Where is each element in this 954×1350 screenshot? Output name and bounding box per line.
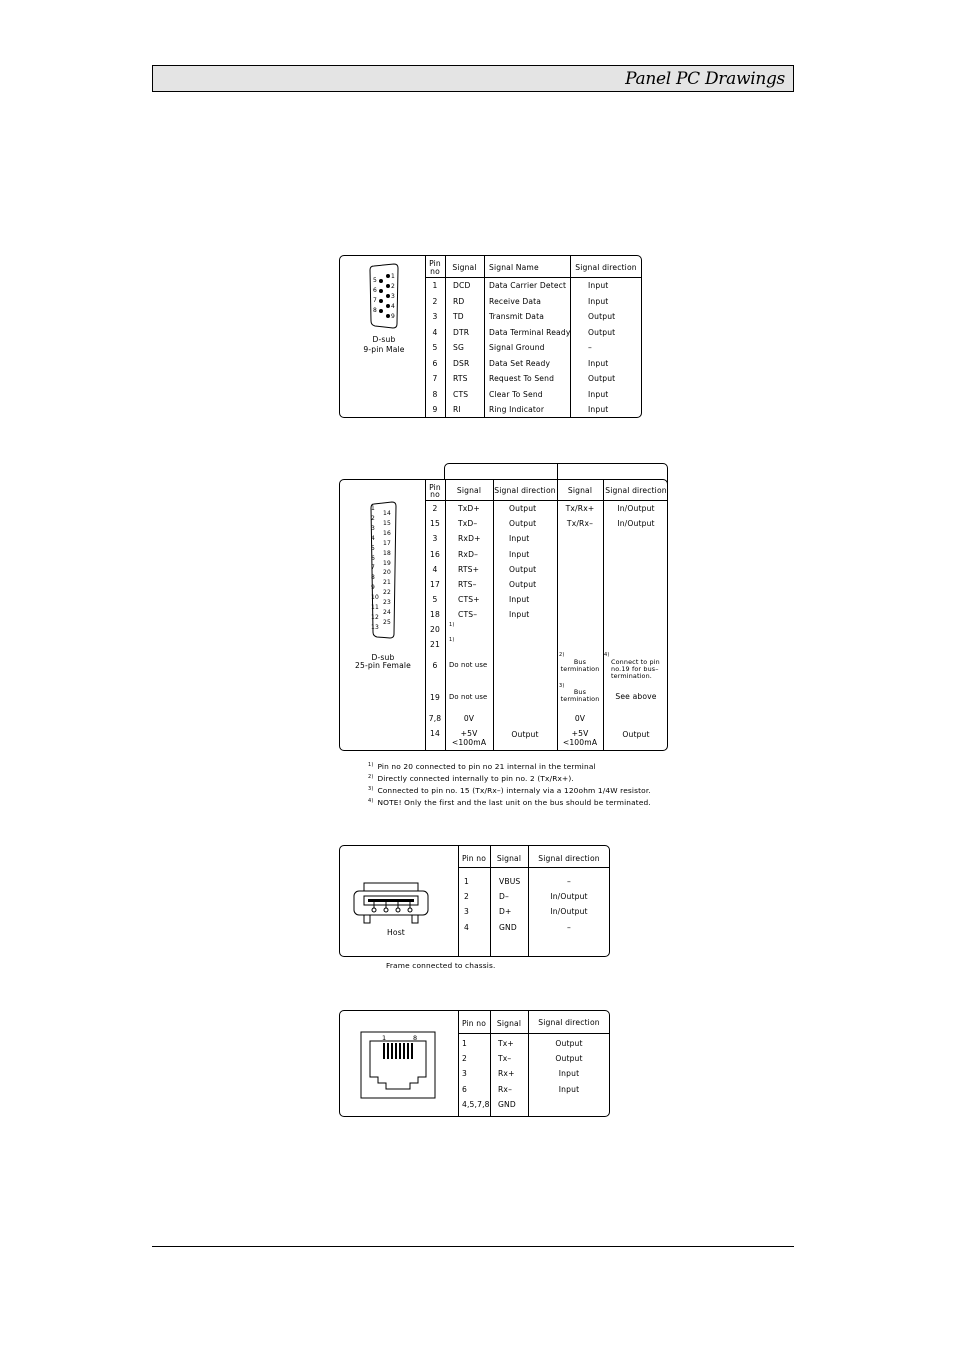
signal-name-cell: Transmit Data bbox=[489, 312, 545, 321]
footnote: $^{2)}$ Directly connected internally to pin no. 2 (Tx/Rx+). bbox=[368, 774, 574, 783]
pin-number: 18 bbox=[430, 610, 440, 620]
signal-cell: RTS– bbox=[458, 580, 477, 589]
header-signal-name: Signal Name bbox=[489, 263, 539, 272]
pin-label: 17 bbox=[383, 539, 391, 547]
pin-number: 17 bbox=[430, 580, 440, 589]
pin-label: 10 bbox=[371, 594, 379, 602]
direction-cell: Input bbox=[588, 389, 609, 399]
direction-cell: Output bbox=[509, 504, 537, 513]
signal-cell: RTS bbox=[453, 374, 468, 383]
pin-label: 8 bbox=[373, 307, 377, 314]
pin-label: 15 bbox=[383, 519, 391, 527]
pin-number: 3 bbox=[464, 907, 469, 917]
pin-label: 4 bbox=[371, 534, 375, 542]
direction-cell: Output bbox=[509, 564, 537, 574]
pin-number: 1 bbox=[462, 1039, 467, 1048]
pin-label: 20 bbox=[383, 569, 391, 577]
page-title: Panel PC Drawings bbox=[625, 69, 785, 89]
pin-number: 5 bbox=[432, 595, 438, 605]
pin-number: 4 bbox=[432, 327, 438, 337]
signal-cell: termination bbox=[560, 695, 600, 703]
direction-cell: Output bbox=[509, 519, 537, 529]
pin-label: 11 bbox=[371, 604, 379, 611]
direction-cell: Connect to pin bbox=[611, 658, 660, 666]
direction-cell: Output bbox=[509, 580, 537, 589]
pin-number: 14 bbox=[430, 729, 440, 738]
signal-cell: Do not use bbox=[449, 693, 488, 701]
connector-label: Host bbox=[387, 928, 405, 937]
header-pin: no bbox=[430, 490, 440, 499]
pin-label: 1 bbox=[391, 273, 395, 280]
header-pin: no bbox=[430, 267, 440, 276]
pin-number: 19 bbox=[430, 693, 440, 702]
pin-number: 3 bbox=[432, 534, 438, 544]
footnote: $^{3)}$ Connected to pin no. 15 (Tx/Rx–) internaly via a 120ohm 1/4W resistor. bbox=[368, 786, 651, 795]
pin-label: 22 bbox=[383, 589, 391, 597]
header-pin: Pin bbox=[429, 259, 441, 268]
pin-label: 3 bbox=[391, 293, 395, 300]
signal-cell: Tx/Rx– bbox=[566, 519, 594, 529]
signal-cell: Bus bbox=[573, 688, 587, 696]
header-signal-direction: Signal direction bbox=[575, 263, 637, 272]
signal-name-cell: Clear To Send bbox=[489, 389, 543, 399]
pin-label: 2 bbox=[371, 514, 375, 522]
direction-cell: Output bbox=[588, 312, 616, 321]
pin-number: 16 bbox=[430, 549, 440, 559]
signal-cell: 0V bbox=[574, 714, 586, 723]
signal-cell: Tx– bbox=[498, 1054, 512, 1064]
pin-number: 8 bbox=[432, 389, 438, 399]
pin-number: 4,5,7,8 bbox=[462, 1099, 490, 1109]
signal-cell: RI bbox=[453, 405, 461, 414]
pin-label: 12 bbox=[371, 613, 379, 621]
signal-cell: 0V bbox=[463, 714, 475, 723]
signal-cell: GND bbox=[499, 922, 517, 932]
direction-cell: Output bbox=[588, 327, 616, 337]
pin-number: 20 bbox=[430, 625, 440, 634]
signal-cell: VBUS bbox=[499, 877, 521, 886]
signal-name-cell: Signal Ground bbox=[489, 343, 545, 352]
direction-cell: Output bbox=[511, 730, 539, 739]
header-signal: Signal bbox=[496, 854, 522, 863]
header-signal-direction: Signal direction bbox=[538, 854, 600, 863]
signal-cell: CTS bbox=[453, 389, 469, 399]
rs422-485-table bbox=[339, 479, 668, 751]
pin-number: 2 bbox=[462, 1054, 467, 1064]
direction-cell: Input bbox=[509, 534, 530, 544]
pin-label: 16 bbox=[383, 529, 391, 537]
pin-label: 1 bbox=[371, 505, 375, 512]
signal-cell: Bus bbox=[573, 658, 587, 666]
signal-cell: RTS+ bbox=[458, 564, 480, 574]
signal-cell: DCD bbox=[453, 281, 471, 290]
header-pin: Pin no bbox=[461, 1019, 487, 1028]
pin-number: 2 bbox=[464, 892, 469, 902]
signal-cell: GND bbox=[498, 1099, 516, 1109]
pin-number: 1 bbox=[432, 281, 438, 290]
pin-label: 9 bbox=[371, 584, 375, 592]
direction-cell: Input bbox=[588, 405, 609, 414]
signal-cell: TxD– bbox=[458, 519, 478, 529]
pin-label: 18 bbox=[383, 549, 391, 557]
pin-label: 23 bbox=[383, 599, 391, 607]
pin-number: 6 bbox=[432, 661, 438, 670]
usb-table bbox=[339, 845, 610, 957]
direction-cell: Input bbox=[588, 281, 609, 290]
footnote-mark: 2) bbox=[559, 652, 565, 658]
pin-label: 5 bbox=[371, 544, 375, 552]
direction-cell: In/Output bbox=[550, 907, 588, 917]
header-signal-direction-rs485: Signal direction bbox=[605, 486, 667, 495]
pin-number: 21 bbox=[430, 640, 440, 649]
direction-cell: Input bbox=[558, 1069, 580, 1079]
footnote-mark: 1) bbox=[449, 622, 455, 628]
ethernet-table bbox=[339, 1010, 610, 1117]
pin-number: 7,8 bbox=[428, 714, 442, 723]
signal-cell: RD bbox=[453, 296, 465, 306]
pin-label: 19 bbox=[383, 559, 391, 567]
pin-label: 14 bbox=[383, 510, 391, 517]
direction-cell: Input bbox=[558, 1084, 580, 1094]
direction-cell: termination. bbox=[611, 672, 652, 680]
direction-cell: See above bbox=[615, 692, 657, 701]
direction-cell: In/Output bbox=[550, 892, 588, 902]
pin-number: 4 bbox=[432, 564, 438, 574]
pin-label: 3 bbox=[371, 524, 375, 532]
direction-cell: Input bbox=[588, 296, 609, 306]
signal-cell: D+ bbox=[499, 907, 512, 917]
footnote: $^{1)}$ Pin no 20 connected to pin no 21 internal in the terminal bbox=[368, 762, 596, 771]
direction-cell: Input bbox=[588, 358, 609, 368]
pin-label: 8 bbox=[413, 1034, 418, 1042]
header-signal: Signal bbox=[496, 1019, 522, 1028]
signal-cell: +5V bbox=[460, 729, 478, 738]
signal-cell: Rx– bbox=[498, 1084, 513, 1094]
connector-label: 25-pin Female bbox=[355, 661, 411, 670]
pin-number: 15 bbox=[430, 519, 440, 529]
signal-name-cell: Request To Send bbox=[489, 374, 555, 383]
footer-rule bbox=[152, 1246, 794, 1247]
pin-label: 2 bbox=[391, 283, 395, 290]
direction-cell: Input bbox=[509, 595, 530, 605]
direction-cell: Input bbox=[509, 549, 530, 559]
direction-cell: – bbox=[567, 877, 571, 886]
pin-label: 7 bbox=[371, 564, 375, 572]
page-header bbox=[152, 65, 794, 92]
pin-label: 9 bbox=[391, 313, 395, 320]
pin-number: 3 bbox=[432, 312, 438, 321]
header-pin: Pin bbox=[429, 483, 441, 492]
signal-name-cell: Receive Data bbox=[489, 296, 542, 306]
signal-cell: RxD– bbox=[458, 549, 479, 559]
pin-label: 7 bbox=[373, 297, 377, 304]
header-signal: Signal bbox=[452, 263, 477, 272]
signal-cell: CTS+ bbox=[458, 595, 480, 605]
footnote-mark: 3) bbox=[559, 683, 565, 689]
pin-number: 6 bbox=[462, 1084, 467, 1094]
pin-number: 2 bbox=[432, 504, 438, 513]
pin-label: 1 bbox=[382, 1034, 387, 1042]
pin-number: 3 bbox=[462, 1069, 467, 1079]
signal-cell: termination bbox=[560, 665, 600, 673]
signal-cell: TxD+ bbox=[458, 504, 480, 513]
pin-number: 4 bbox=[464, 922, 469, 932]
header-pin: Pin no bbox=[461, 854, 487, 863]
signal-cell: Tx/Rx+ bbox=[565, 504, 595, 513]
usb-note: Frame connected to chassis. bbox=[386, 961, 496, 970]
header-signal-rs485: Signal bbox=[567, 486, 593, 495]
direction-cell: In/Output bbox=[617, 504, 655, 513]
pin-number: 2 bbox=[432, 296, 438, 306]
header-signal-direction: Signal direction bbox=[494, 486, 556, 495]
signal-cell: RxD+ bbox=[458, 534, 481, 544]
signal-cell: D– bbox=[499, 892, 509, 902]
connector-label: D-sub bbox=[371, 653, 395, 662]
pin-number: 7 bbox=[432, 374, 438, 383]
pin-label: 6 bbox=[373, 287, 377, 294]
signal-cell: Rx+ bbox=[498, 1069, 515, 1079]
signal-cell: <100mA bbox=[562, 738, 598, 747]
direction-cell: – bbox=[567, 922, 571, 932]
signal-cell: <100mA bbox=[451, 738, 487, 747]
footnote-mark: 4) bbox=[604, 652, 610, 658]
header-signal: Signal bbox=[456, 486, 482, 495]
pin-number: 9 bbox=[432, 405, 438, 414]
connector-label: D-sub bbox=[372, 335, 396, 344]
signal-cell: DTR bbox=[453, 327, 470, 337]
signal-cell: TD bbox=[453, 312, 464, 321]
rs232-table bbox=[339, 255, 642, 418]
signal-cell: Do not use bbox=[449, 661, 488, 669]
pin-label: 5 bbox=[373, 277, 377, 284]
direction-cell: Output bbox=[555, 1039, 583, 1048]
direction-cell: Output bbox=[588, 374, 616, 383]
usb-connector-icon bbox=[352, 882, 432, 926]
signal-name-cell: Ring Indicator bbox=[489, 405, 545, 414]
signal-cell: CTS– bbox=[458, 610, 478, 620]
pin-number: 5 bbox=[432, 343, 438, 352]
pin-label: 6 bbox=[371, 554, 375, 562]
signal-cell: SG bbox=[453, 343, 465, 352]
signal-cell: DSR bbox=[453, 358, 470, 368]
pin-label: 21 bbox=[383, 579, 391, 587]
signal-name-cell: Data Terminal Ready bbox=[489, 327, 571, 337]
signal-name-cell: Data Set Ready bbox=[489, 358, 551, 368]
pin-label: 13 bbox=[371, 623, 379, 631]
direction-cell: no.19 for bus– bbox=[611, 665, 659, 673]
signal-cell: +5V bbox=[571, 729, 589, 738]
pin-label: 24 bbox=[383, 609, 391, 616]
direction-cell: – bbox=[588, 343, 592, 352]
signal-cell: Tx+ bbox=[498, 1039, 514, 1048]
header-signal-direction: Signal direction bbox=[538, 1018, 600, 1027]
direction-cell: Output bbox=[622, 730, 650, 739]
pin-number: 6 bbox=[432, 358, 438, 368]
pin-label: 4 bbox=[391, 303, 395, 310]
pin-number: 1 bbox=[464, 877, 469, 886]
footnote-mark: 1) bbox=[449, 637, 455, 643]
pin-label: 8 bbox=[371, 574, 375, 582]
connector-label: 9-pin Male bbox=[363, 345, 405, 354]
direction-cell: Input bbox=[509, 610, 530, 620]
dsub9-connector-icon bbox=[364, 262, 404, 332]
pin-label: 25 bbox=[383, 618, 391, 626]
direction-cell: In/Output bbox=[617, 519, 655, 529]
signal-name-cell: Data Carrier Detect bbox=[489, 281, 567, 290]
footnote: $^{4)}$ NOTE! Only the first and the last unit on the bus should be terminated. bbox=[368, 798, 651, 807]
rj45-connector-icon bbox=[360, 1031, 436, 1099]
direction-cell: Output bbox=[555, 1054, 583, 1064]
